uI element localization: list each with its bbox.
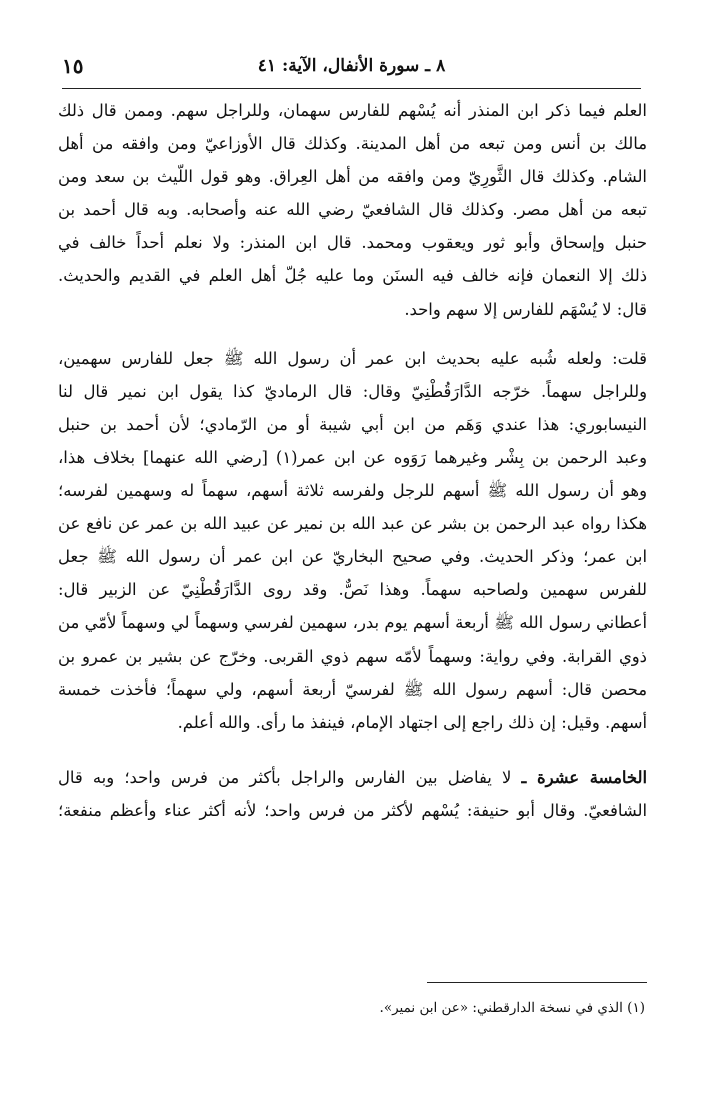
- text-line: ابن عمر؛ وذكر الحديث. وفي صحيح البخاريّ عن ابن عمر أن رسول الله ﷺ جعل: [58, 547, 647, 567]
- paragraph-1: [58, 94, 647, 326]
- paragraph-gap: [58, 739, 647, 761]
- text-line: وعبد الرحمن بن بِشْر وغيرهما رَوَوه عن ابن عمر(١) [رضي الله عنهما] بخلاف هذا،: [58, 447, 647, 467]
- footnote-separator: [427, 982, 647, 983]
- paragraph-3: [58, 761, 647, 827]
- paragraph-gap: [58, 326, 647, 342]
- text-line: ذوي القرابة. وفي رواية: وسهماً لأمّه سهم ذوي القربى. وخرّج عن بشير بن عمرو بن: [58, 646, 647, 666]
- text-line: للفرس سهمين ولصاحبه سهماً. وهذا نَصٌّ. وقد روى الدَّارَقُطْنِيّ عن الزبير قال:: [58, 580, 647, 600]
- text-line: حنبل وإسحاق وأبو ثور ويعقوب ومحمد. قال ابن المنذر: ولا نعلم أحداً خالف في: [58, 233, 647, 253]
- text-line: محصن قال: أسهم رسول الله ﷺ لفرسيّ أربعة أسهم، ولي سهماً؛ فأخذت خمسة: [58, 679, 647, 699]
- text-line: ذلك إلا النعمان فإنه خالف فيه السنَن وما عليه جُلّ أهل العلم في القديم والحديث.: [58, 266, 647, 286]
- footnote: (١) الذي في نسخة الدارقطني: «عن ابن نمير».: [379, 1000, 645, 1016]
- text-line: قلت: ولعله شُبه عليه بحديث ابن عمر أن رسول الله ﷺ جعل للفارس سهمين،: [58, 348, 647, 368]
- text-line: النيسابوري: هذا عندي وَهَم من ابن أبي شيبة أو من الرّمادي؛ لأن أحمد بن حنبل: [58, 414, 647, 434]
- text-line: تبعه من أهل مصر. وكذلك قال الشافعيّ رضي الله عنه وأصحابه. وبه قال أحمد بن: [58, 200, 647, 220]
- running-title: ٨ ـ سورة الأنفال، الآية: ٤١: [257, 56, 446, 76]
- text-line: وهو أن رسول الله ﷺ أسهم للرجل ولفرسه ثلاثة أسهم، سهماً له وسهمين لفرسه؛: [58, 481, 647, 501]
- text-line: الشافعيّ. وقال أبو حنيفة: يُسْهم لأكثر من فرس واحد؛ لأنه أكثر عناء وأعظم منفعة؛: [58, 800, 647, 820]
- text-line: وللراجل سهماً. خرّجه الدَّارَقُطْنِيّ وقال: قال الرماديّ كذا يقول ابن نمير قال لنا: [58, 381, 647, 401]
- main-text: [58, 94, 647, 827]
- text-line: قال: لا يُسْهَم للفارس إلا سهم واحد.: [404, 299, 647, 319]
- text-line: مالك بن أنس ومن تبعه من أهل المدينة. وكذلك قال الأوزاعيّ ومن وافقه من أهل: [58, 134, 647, 154]
- page-header: [62, 54, 641, 89]
- text-line: هكذا رواه عبد الرحمن بن بشر عن عبد الله بن نمير عن عبيد الله بن عمر عن نافع عن: [58, 514, 647, 534]
- text-run: لا يفاضل بين الفارس والراجل بأكثر من فرس واحد؛ وبه قال: [58, 767, 522, 787]
- text-line: العلم فيما ذكر ابن المنذر أنه يُسْهم للفارس سهمان، وللراجل سهم. وممن قال ذلك: [58, 101, 647, 120]
- section-heading: الخامسة عشرة ـ: [521, 767, 647, 787]
- text-line: أسهم. وقيل: إن ذلك راجع إلى اجتهاد الإمام، فينفذ ما رأى. والله أعلم.: [177, 712, 647, 732]
- page-number: ١٥: [62, 54, 84, 78]
- text-line: أعطاني رسول الله ﷺ أربعة أسهم يوم بدر، سهمين لفرسي وسهماً لي وسهماً لأمّي من: [58, 613, 647, 633]
- text-line: الشام. وكذلك قال الثَّورِيّ ومن وافقه من أهل العِراق. وهو قول اللّيث بن سعد ومن: [58, 167, 647, 187]
- text-line-with-lead: [58, 761, 647, 794]
- paragraph-2: [58, 342, 647, 739]
